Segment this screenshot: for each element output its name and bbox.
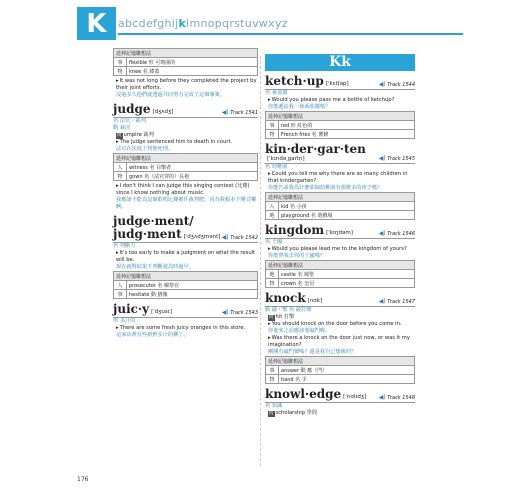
right-column xyxy=(265,48,415,417)
table-row: 人 kid 名 小孩 xyxy=(266,202,415,211)
part-of-speech: 形 多汁的 xyxy=(113,318,136,324)
part-of-speech: 名 法官・裁判 xyxy=(113,118,146,124)
alphabet-before: abcdefghij xyxy=(118,17,179,30)
table-title: 延伸記憶聯想法 xyxy=(114,49,258,58)
example-zh: 法官在法庭上判他死刑。 xyxy=(116,146,174,152)
memory-table: 延伸記憶聯想法 地 castle 名 城堡 物 crown 名 皇冠 xyxy=(265,260,415,288)
example-zh: 你能告訴我為什麼那個幼稚園有那麼多的孩子嗎？ xyxy=(268,185,383,191)
pronunciation: [ˈdʒʌdʒmənt] xyxy=(183,234,221,240)
table-row: 事 answer 動 應（門） xyxy=(266,366,415,375)
part-of-speech: 名 幼稚園 xyxy=(265,164,288,170)
audio-track[interactable]: ◀) Track 1545 xyxy=(378,155,415,162)
speaker-icon: ◀) xyxy=(378,394,386,401)
table-row: 物 gown 名（法官穿的）長袍 xyxy=(114,172,258,181)
example-zh: 這家店裡有些新鮮多汁的柳丁。 xyxy=(116,332,189,338)
table-row: 物 knee 名 膝蓋 xyxy=(114,67,258,76)
headword-alt: judg·ment xyxy=(113,227,182,241)
page-header xyxy=(0,0,520,42)
table-row: 事 red 形 紅色的 xyxy=(266,121,415,130)
left-column xyxy=(113,48,258,339)
example-en: ▸ There are some fresh juicy oranges in this store. xyxy=(116,325,258,332)
part-of-speech: 名 知識 xyxy=(265,403,283,409)
audio-track[interactable]: ◀) Track 1544 xyxy=(378,81,415,88)
example-zh: 現在就對結果下判斷還為時過早。 xyxy=(116,264,194,270)
audio-track[interactable]: ◀) Track 1546 xyxy=(378,230,415,237)
entry-judgement xyxy=(113,215,258,243)
header-rule xyxy=(118,33,463,35)
entry-juicy xyxy=(113,303,258,318)
table-row: 物 French fries 名 薯條 xyxy=(266,130,415,139)
synonym-icon: 同 xyxy=(269,411,274,416)
headword: knock xyxy=(265,291,306,305)
pronunciation: [ˈkɪndə͵gartn̩] xyxy=(267,156,305,162)
alphabet-index xyxy=(118,17,288,30)
section-banner: Kk xyxy=(265,54,415,71)
example-en: ▸ I don't think I can judge this singing contest (比賽) since I know nothing about music. xyxy=(116,183,258,197)
headword: ketch·up xyxy=(265,74,324,88)
pronunciation: [nɑk] xyxy=(307,298,323,304)
column-divider xyxy=(260,56,261,466)
speaker-icon: ◀) xyxy=(378,81,386,88)
headword: judge·ment/ xyxy=(113,214,194,228)
part-of-speech: 名 番茄醬 xyxy=(265,90,288,96)
memory-table: 延伸記憶聯想法 人 witness 名 目擊者 物 gown 名（法官穿的）長袍 xyxy=(113,153,258,181)
memory-table: 延伸記憶聯想法 事 answer 動 應（門） 物 hand 名 手 xyxy=(265,356,415,384)
example-en: ▸ Would you please pass me a bottle of ketchup? xyxy=(268,97,415,104)
entry-knowledge xyxy=(265,388,415,403)
pronunciation: [ˈnɑlɪdʒ] xyxy=(343,394,367,400)
entry-ketchup xyxy=(265,75,415,90)
memory-table: 延伸記憶聯想法 事 red 形 紅色的 物 French fries 名 薯條 xyxy=(265,111,415,139)
headword: juic·y xyxy=(113,302,150,316)
example-zh: 你能遞給我一瓶番茄醬嗎？ xyxy=(268,104,331,110)
headword: knowl·edge xyxy=(265,387,342,401)
table-row: 地 castle 名 城堡 xyxy=(266,270,415,279)
example-en: ▸ Was there a knock on the door just now, or was it my imagination? xyxy=(268,335,415,349)
example-zh: 剛剛有敲門聲嗎？還是我自己想像的？ xyxy=(268,349,357,355)
letter-tab: K xyxy=(77,7,116,40)
headword: judge xyxy=(113,102,151,116)
pronunciation: [ˈkɪŋdəm] xyxy=(326,230,353,236)
synonym: 同 hit 打擊 xyxy=(269,314,295,320)
part-of-speech: 動 裁決 xyxy=(113,125,131,131)
speaker-icon: ◀) xyxy=(378,298,386,305)
example-en: ▸ It was not long before they completed the project by their joint efforts. xyxy=(116,78,258,92)
example-en: ▸ You should knock on the door before you come in. xyxy=(268,321,415,328)
audio-track[interactable]: ◀) Track 1548 xyxy=(378,394,415,401)
pronunciation: [ˈkɛtʃəp] xyxy=(325,81,349,87)
table-row: 事 hesitate 動 猶豫 xyxy=(114,290,258,299)
page-number: 176 xyxy=(77,476,89,483)
audio-track[interactable]: ◀) Track 1547 xyxy=(378,298,415,305)
pronunciation: [dʒʌdʒ] xyxy=(152,109,174,115)
alphabet-current: k xyxy=(178,17,187,30)
audio-track[interactable]: ◀) Track 1542 xyxy=(221,234,258,241)
memory-table: 延伸記憶聯想法 人 prosecutor 名 檢察官 事 hesitate 動 猶豫 xyxy=(113,271,258,299)
table-row: 地 playground 名 遊戲場 xyxy=(266,211,415,220)
memory-table xyxy=(113,48,258,76)
entry-knock xyxy=(265,292,415,307)
alphabet-after: lmnopqrstuvwxyz xyxy=(186,17,288,30)
speaker-icon: ◀) xyxy=(221,309,229,316)
synonym-icon: 同 xyxy=(117,133,122,138)
speaker-icon: ◀) xyxy=(378,155,386,162)
headword: kingdom xyxy=(265,223,325,237)
example-zh: 你進來之前應該要敲門喔。 xyxy=(268,328,331,334)
part-of-speech: 名 判斷力 xyxy=(113,243,136,249)
part-of-speech: 動 敲・擊 名 敲打聲 xyxy=(265,307,312,313)
table-row: 物 hand 名 手 xyxy=(266,375,415,384)
entry-judge xyxy=(113,103,258,118)
synonym: 同 scholarship 學問 xyxy=(269,410,318,416)
example-zh: 我應該不能為這個歌唱比賽擔任裁判吧，因為我根本不懂音樂啊。 xyxy=(116,197,257,210)
table-row: 物 crown 名 皇冠 xyxy=(266,279,415,288)
pronunciation: [ˈdʒusɪ] xyxy=(151,309,172,315)
memory-table: 延伸記憶聯想法 人 kid 名 小孩 地 playground 名 遊戲場 xyxy=(265,192,415,220)
entry-kindergarten xyxy=(265,143,415,164)
speaker-icon: ◀) xyxy=(221,234,229,241)
audio-track[interactable]: ◀) Track 1543 xyxy=(221,309,258,316)
example-en: ▸ Would you please lead me to the kingdom of yours? xyxy=(268,246,415,253)
example-en: ▸ Could you tell me why there are so many children in that kindergarten? xyxy=(268,171,415,185)
part-of-speech: 名 王國 xyxy=(265,239,283,245)
example-en: ▸ It's too early to make a judgment on what the result will be. xyxy=(116,250,258,264)
speaker-icon: ◀) xyxy=(221,109,229,116)
synonym: 同 umpire 裁判 xyxy=(117,132,154,138)
example-en: ▸ The judge sentenced him to death in court. xyxy=(116,139,258,146)
synonym-icon: 同 xyxy=(269,315,274,320)
entry-kingdom xyxy=(265,224,415,239)
table-row: 人 witness 名 目擊者 xyxy=(114,163,258,172)
table-row: 人 prosecutor 名 檢察官 xyxy=(114,281,258,290)
headword: kin·der·gar·ten xyxy=(265,142,366,156)
speaker-icon: ◀) xyxy=(378,230,386,237)
example-zh: 你能帶我去你的王國嗎？ xyxy=(268,253,326,259)
table-row: 事 flexible 形 可彎曲的 xyxy=(114,58,258,67)
example-zh: 沒過多久他們就透過共同努力完成了這個專案。 xyxy=(116,92,225,98)
audio-track[interactable]: ◀) Track 1541 xyxy=(221,109,258,116)
